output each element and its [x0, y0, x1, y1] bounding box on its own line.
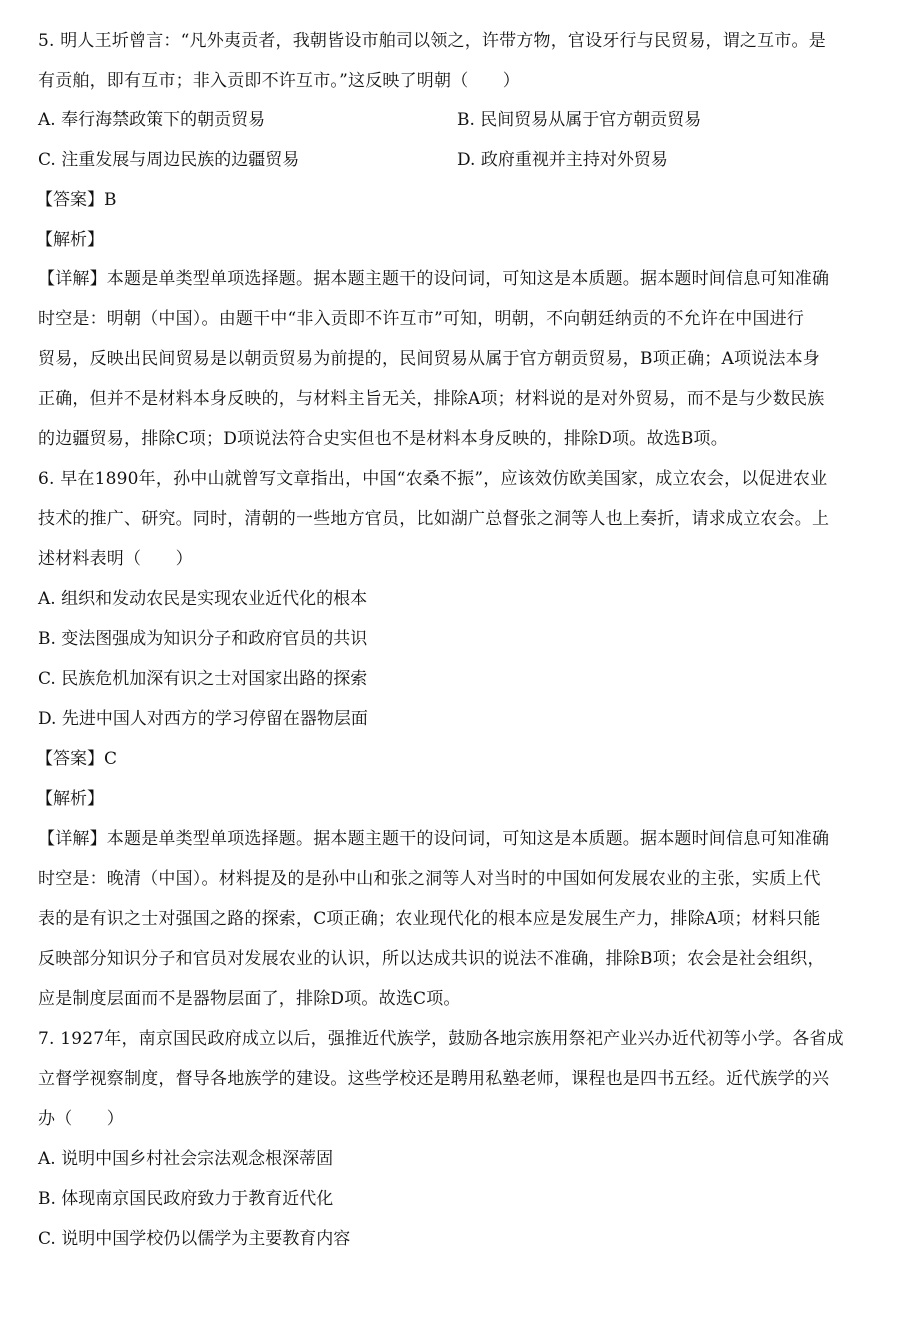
q5-option-c: C. 注重发展与周边民族的边疆贸易	[38, 150, 300, 170]
q6-answer: 【答案】C	[36, 749, 118, 769]
q6-analysis-title: 【解析】	[36, 789, 104, 809]
q5-detail-line-4: 正确，但并不是材料本身反映的，与材料主旨无关，排除A项；材料说的是对外贸易，而不是与少数民族	[38, 389, 825, 409]
q5-detail-line-5: 的边疆贸易，排除C项；D项说法符合史实但也不是材料本身反映的，排除D项。故选B项。	[38, 429, 728, 449]
q6-detail-line-1: 【详解】本题是单类型单项选择题。据本题主题干的设问词，可知这是本质题。据本题时间信息可知准确	[38, 829, 830, 849]
q6-detail-line-5: 应是制度层面而不是器物层面了，排除D项。故选C项。	[38, 989, 461, 1009]
q7-stem-line-2: 立督学视察制度，督导各地族学的建设。这些学校还是聘用私塾老师，课程也是四书五经。近代族学的兴	[38, 1069, 830, 1089]
q5-detail-line-2: 时空是：明朝（中国）。由题干中“非入贡即不许互市”可知，明朝，不向朝廷纳贡的不允许在中国进行	[38, 309, 805, 329]
q6-stem-line-1: 6. 早在1890年，孙中山就曾写文章指出，中国“农桑不振”，应该效仿欧美国家，成立农会，以促进农业	[38, 469, 828, 489]
q5-detail-line-3: 贸易，反映出民间贸易是以朝贡贸易为前提的，民间贸易从属于官方朝贡贸易，B项正确；A项说法本身	[38, 349, 820, 369]
q6-option-a: A. 组织和发动农民是实现农业近代化的根本	[38, 589, 368, 609]
q7-option-b: B. 体现南京国民政府致力于教育近代化	[38, 1189, 334, 1209]
q6-detail-line-3: 表的是有识之士对强国之路的探索，C项正确；农业现代化的根本应是发展生产力，排除A项；材料只能	[38, 909, 821, 929]
q5-detail-line-1: 【详解】本题是单类型单项选择题。据本题主题干的设问词，可知这是本质题。据本题时间信息可知准确	[38, 269, 830, 289]
q5-answer: 【答案】B	[36, 190, 117, 210]
q6-option-b: B. 变法图强成为知识分子和政府官员的共识	[38, 629, 368, 649]
q6-stem-line-2: 技术的推广、研究。同时，清朝的一些地方官员，比如湖广总督张之洞等人也上奏折，请求成立农会。上	[38, 509, 830, 529]
q7-stem-line-3: 办（ ）	[38, 1109, 124, 1129]
q7-stem-line-1: 7. 1927年，南京国民政府成立以后，强推近代族学，鼓励各地宗族用祭祀产业兴办近代初等小学。各省成	[38, 1029, 844, 1049]
q5-option-d: D. 政府重视并主持对外贸易	[457, 150, 668, 170]
q7-option-c: C. 说明中国学校仍以儒学为主要教育内容	[38, 1229, 351, 1249]
q5-stem-line-2: 有贡舶，即有互市；非入贡即不许互市。”这反映了明朝（ ）	[38, 71, 520, 91]
q7-option-a: A. 说明中国乡村社会宗法观念根深蒂固	[38, 1149, 334, 1169]
q6-detail-line-2: 时空是：晚清（中国）。材料提及的是孙中山和张之洞等人对当时的中国如何发展农业的主张，实质上代	[38, 869, 821, 889]
q5-analysis-title: 【解析】	[36, 230, 104, 250]
q5-stem-line-1: 5. 明人王圻曾言：“凡外夷贡者，我朝皆设市舶司以领之，许带方物，官设牙行与民贸易，谓之互市。是	[38, 31, 826, 51]
q6-option-c: C. 民族危机加深有识之士对国家出路的探索	[38, 669, 368, 689]
q6-detail-line-4: 反映部分知识分子和官员对发展农业的认识，所以达成共识的说法不准确，排除B项；农会是社会组织，	[38, 949, 825, 969]
q6-stem-line-3: 述材料表明（ ）	[38, 549, 193, 569]
q6-option-d: D. 先进中国人对西方的学习停留在器物层面	[38, 709, 368, 729]
q5-option-a: A. 奉行海禁政策下的朝贡贸易	[38, 110, 266, 130]
q5-option-b: B. 民间贸易从属于官方朝贡贸易	[457, 110, 702, 130]
